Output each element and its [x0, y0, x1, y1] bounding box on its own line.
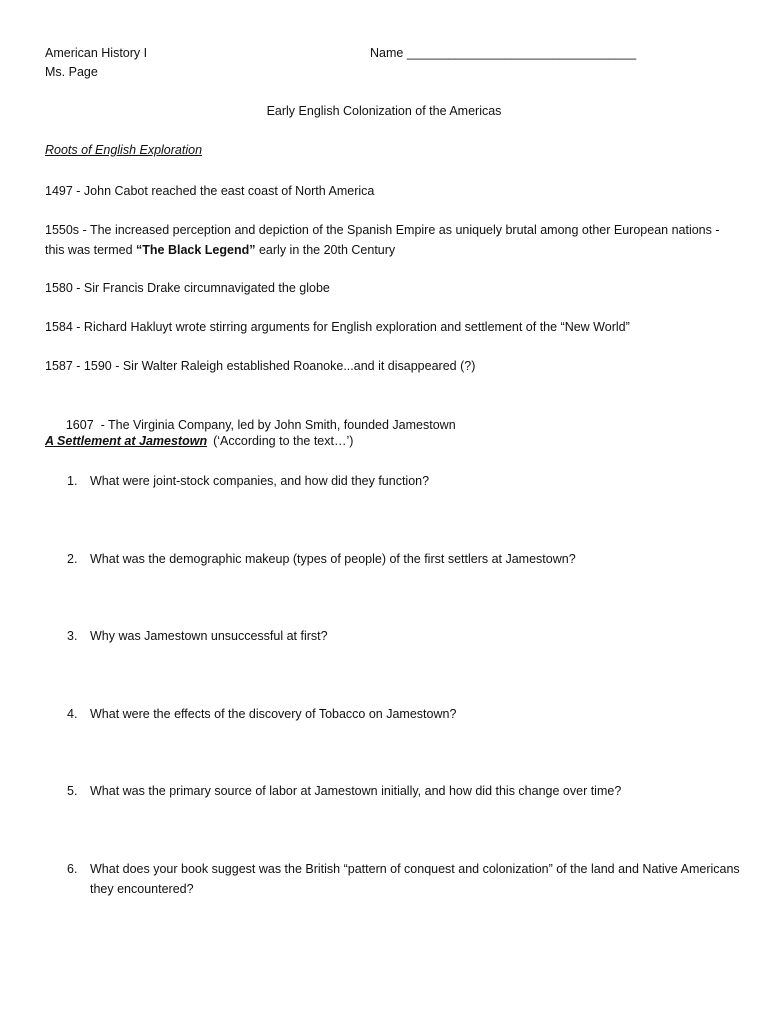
question-text: What were the effects of the discovery of Tobacco on Jamestown? [90, 707, 457, 721]
jamestown-section-heading [45, 434, 353, 448]
timeline-text: - John Cabot reached the east coast of North America [72, 184, 375, 198]
question-number: 3. [67, 629, 78, 643]
timeline-text: - The increased perception and depiction of the Spanish Empire as uniquely brutal among other European nations - this was termed [45, 223, 720, 257]
question-text: What was the demographic makeup (types of people) of the first settlers at Jamestown? [90, 552, 576, 566]
timeline-text: - Sir Walter Raleigh established Roanoke...and it disappeared (?) [111, 359, 476, 373]
student-name-field: Name _________________________________ [370, 46, 637, 60]
roots-section-heading [45, 143, 202, 157]
timeline-year: 1580 [45, 281, 73, 295]
timeline-item [45, 318, 735, 338]
timeline-year: 1584 [45, 320, 73, 334]
timeline-text: - Sir Francis Drake circumnavigated the globe [72, 281, 330, 295]
question-number: 4. [67, 707, 78, 721]
question-text: Why was Jamestown unsuccessful at first? [90, 629, 328, 643]
question-number: 5. [67, 784, 78, 798]
question-number: 1. [67, 474, 78, 488]
jamestown-heading-text: A Settlement at Jamestown [45, 434, 208, 448]
timeline-item [45, 221, 735, 260]
timeline-text-after: early in the 20th Century [255, 242, 396, 257]
timeline-text: - Richard Hakluyt wrote stirring arguments for English exploration and settlement of the “New World” [72, 320, 630, 334]
timeline-item [45, 182, 735, 202]
question-text: What does your book suggest was the British “pattern of conquest and colonization” of the land and Native Americans they encountered? [90, 862, 740, 896]
teacher-name: Ms. Page [45, 65, 98, 79]
timeline-year: 1497 [45, 184, 73, 198]
question-text: What were joint-stock companies, and how did they function? [90, 474, 430, 488]
timeline-item [45, 279, 735, 299]
document-title: Early English Colonization of the Americas [266, 104, 502, 118]
course-name: American History I [45, 46, 148, 60]
black-legend-term: “The Black Legend” [136, 242, 256, 257]
question-text: What was the primary source of labor at Jamestown initially, and how did this change over time? [90, 784, 622, 798]
roots-heading-text: Roots of English Exploration [45, 143, 203, 157]
timeline-text: - The Virginia Company, led by John Smith, founded Jamestown [93, 417, 456, 432]
question-number: 6. [67, 862, 78, 876]
timeline-year: 1587 - 1590 [45, 359, 112, 373]
timeline-year: 1550s [45, 223, 80, 237]
question-number: 2. [67, 552, 78, 566]
timeline-year: 1607 [65, 417, 94, 432]
jamestown-note: (‘According to the text…’) [213, 434, 354, 448]
timeline-item [45, 357, 735, 377]
